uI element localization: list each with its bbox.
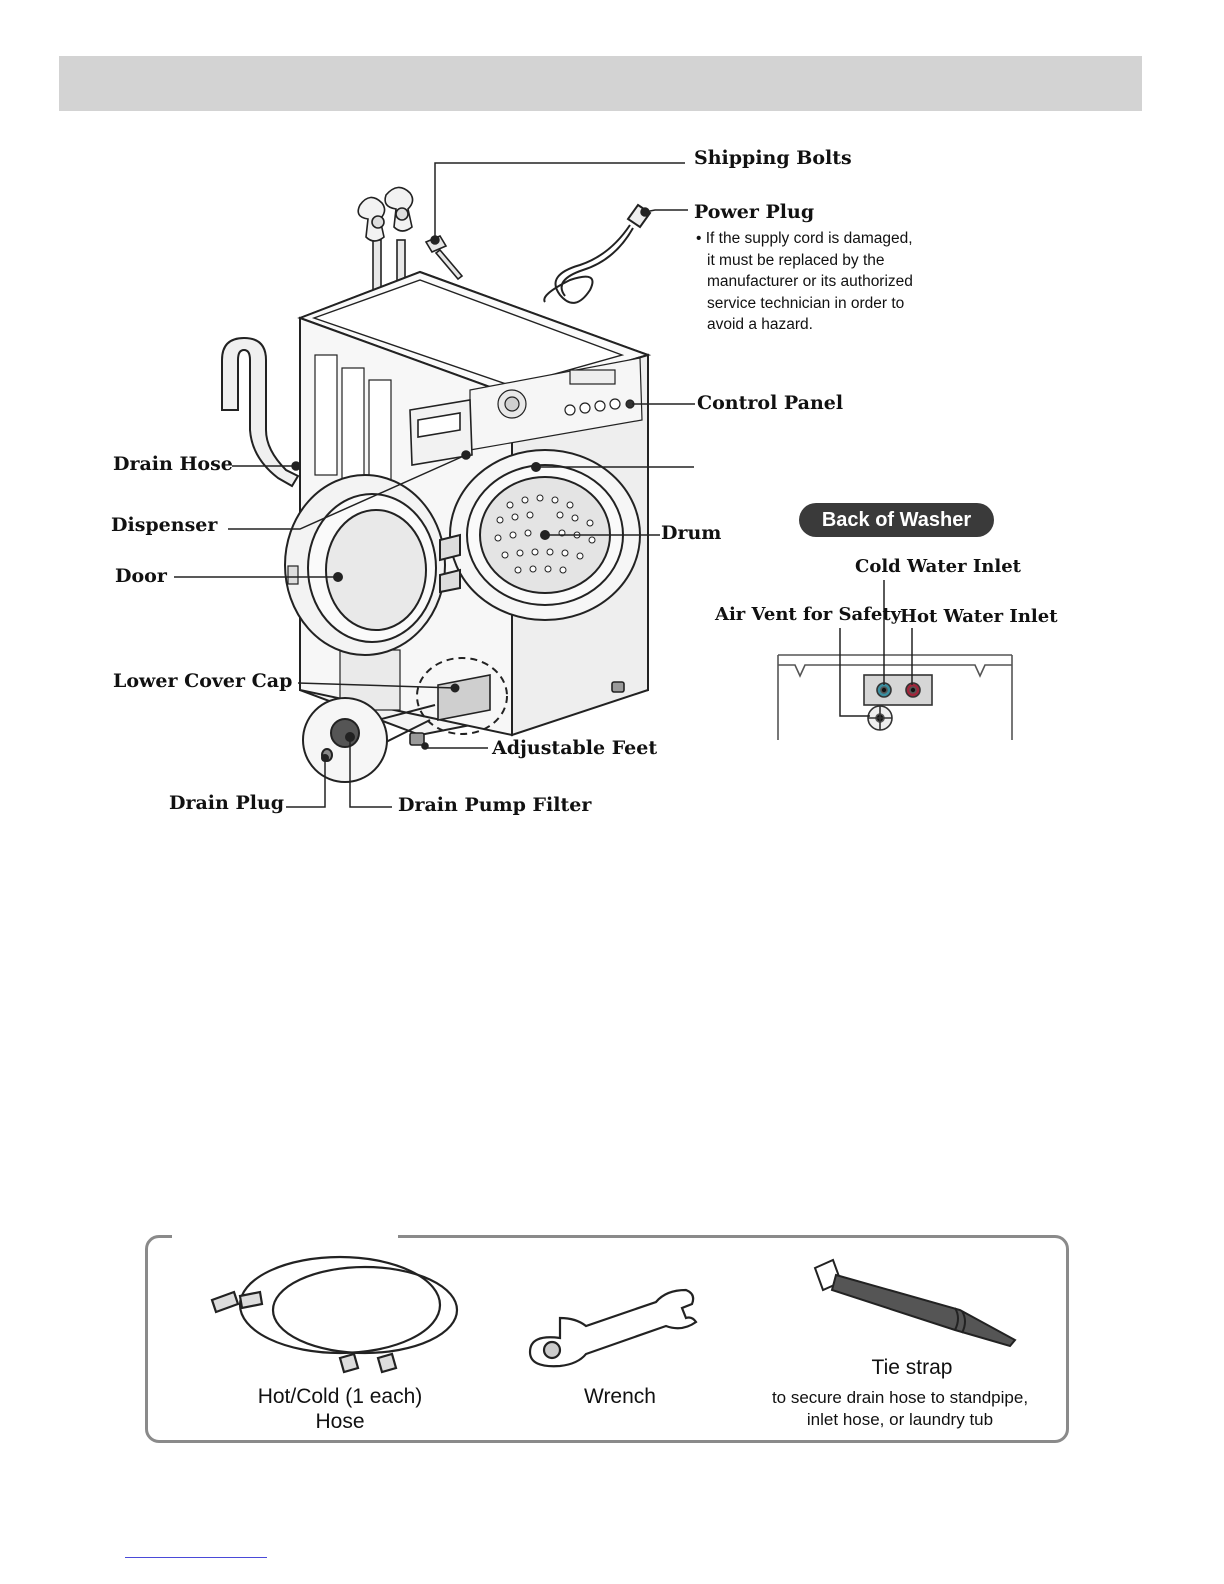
label-cold-water-inlet: Cold Water Inlet — [855, 556, 1021, 577]
hose-label-line1: Hot/Cold (1 each) — [257, 1385, 423, 1408]
note-line: • If the supply cord is damaged, — [696, 230, 913, 247]
label-control-panel: Control Panel — [697, 392, 844, 414]
label-hot-water-inlet: Hot Water Inlet — [900, 606, 1058, 627]
power-cord-illustration — [544, 205, 650, 303]
wrench-label: Wrench — [584, 1385, 656, 1408]
label-air-vent: Air Vent for Safety — [715, 604, 902, 625]
label-lower-cover-cap: Lower Cover Cap — [113, 670, 293, 692]
dispenser-drawer-illustration — [410, 400, 472, 465]
label-dispenser: Dispenser — [111, 514, 218, 536]
accessories-box-title-gap — [172, 1230, 398, 1242]
label-drain-hose: Drain Hose — [113, 453, 233, 475]
tie-strap-desc-line2: inlet hose, or laundry tub — [806, 1410, 994, 1429]
tie-strap-desc-line1: to secure drain hose to standpipe, — [771, 1388, 1029, 1407]
label-door: Door — [115, 565, 167, 587]
label-drain-pump-filter: Drain Pump Filter — [398, 794, 592, 816]
note-line: avoid a hazard. — [707, 316, 813, 333]
hose-label-line2: Hose — [315, 1410, 365, 1433]
note-line: service technician in order to — [707, 294, 905, 312]
label-shipping-bolts: Shipping Bolts — [694, 147, 852, 169]
power-plug-note — [696, 228, 956, 336]
label-drain-plug: Drain Plug — [169, 792, 285, 814]
note-line: manufacturer or its authorized — [707, 273, 913, 290]
back-panel-illustration — [778, 655, 1012, 740]
footer-link-underline — [125, 1557, 267, 1558]
back-of-washer-badge: Back of Washer — [799, 503, 994, 537]
label-power-plug: Power Plug — [694, 201, 815, 223]
label-drum: Drum — [661, 522, 722, 544]
note-line: it must be replaced by the — [707, 251, 885, 269]
drain-hose-illustration — [222, 338, 298, 486]
label-adjustable-feet: Adjustable Feet — [492, 737, 658, 759]
tie-strap-label: Tie strap — [871, 1356, 953, 1379]
